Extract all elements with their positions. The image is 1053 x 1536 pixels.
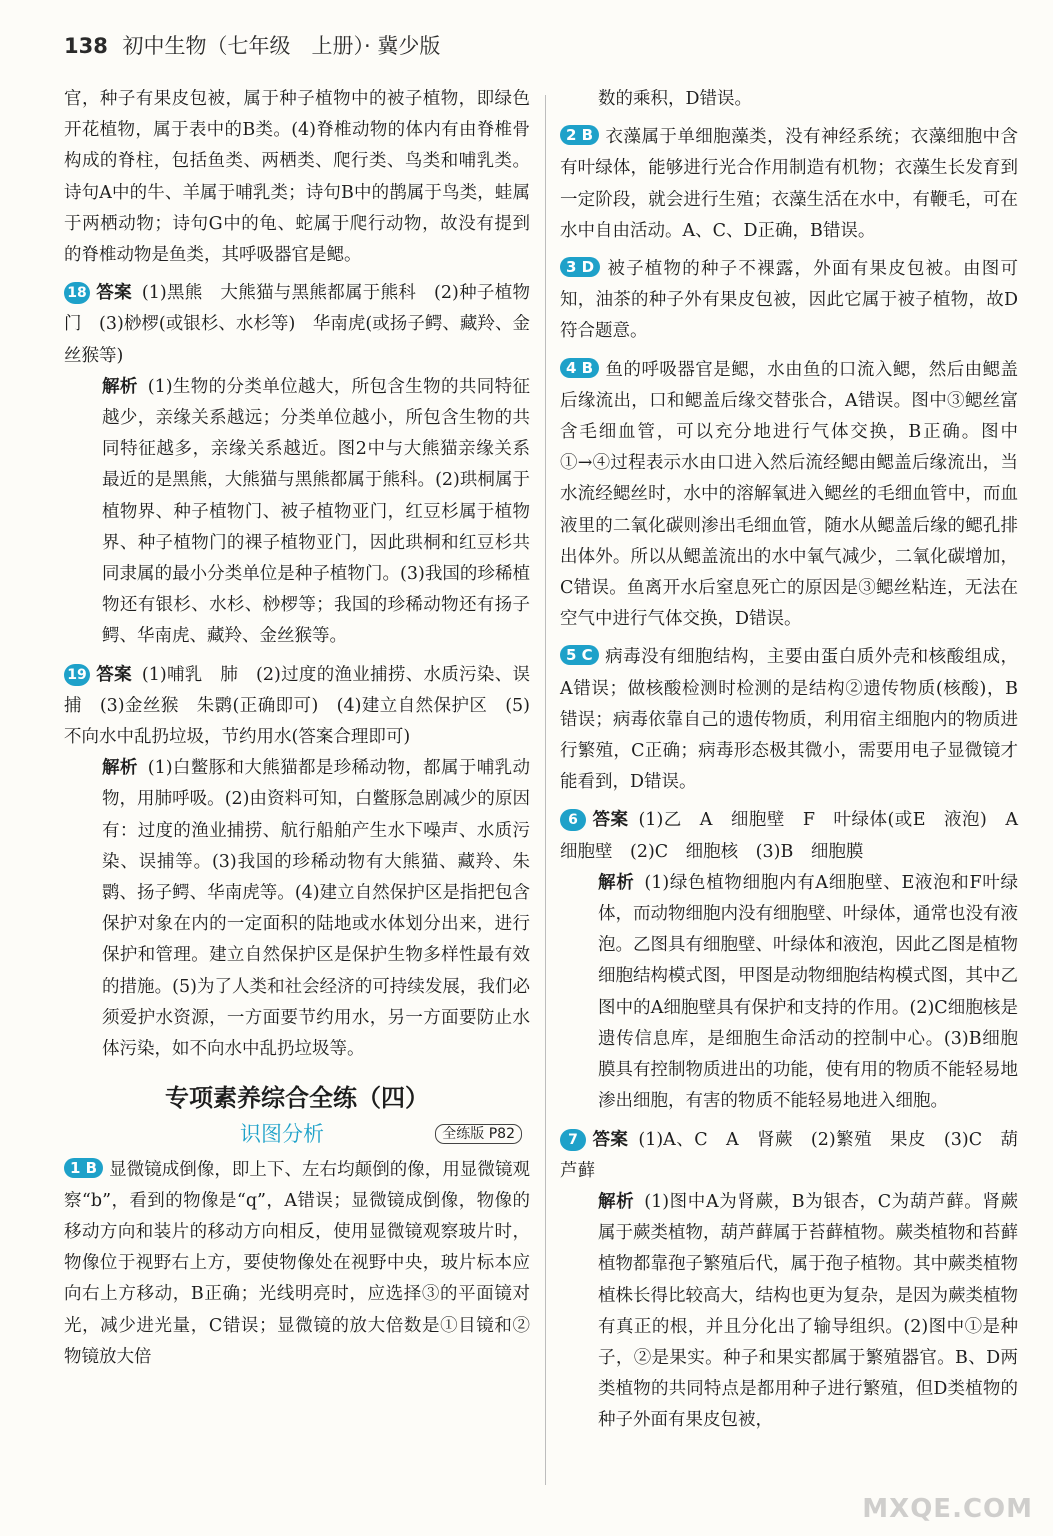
q3-answer-text: 被子植物的种子不裸露，外面有果皮包被。由图可知，油茶的种子外有果皮包被，因此它属于被子植物，故D符合题意。 [560, 259, 1018, 342]
q1-answer-badge: 1 B [64, 1158, 103, 1178]
subsection-title: 识图分析 [240, 1121, 324, 1146]
q2-answer-block [560, 122, 1018, 247]
q19-answer-text: (1)哺乳 肺 (2)过度的渔业捕捞、水质污染、误捕 (3)金丝猴 朱鹮(正确即可) (4)建立自然保护区 (5)不向水中乱扔垃圾，节约用水(答案合理即可) [64, 664, 531, 748]
q18-answer-block [64, 278, 530, 652]
page-number: 138 [64, 34, 108, 58]
q18-analysis-label: 解析 [102, 376, 138, 397]
book-title: 初中生物（七年级 上册）· 冀少版 [122, 34, 441, 58]
subsection-header [64, 1119, 530, 1153]
q17-continuation: 官，种子有果皮包被，属于种子植物中的被子植物，即绿色开花植物，属于表中的B类。(4)脊椎动物的体内有由脊椎骨构成的脊柱，包括鱼类、两栖类、爬行类、鸟类和哺乳类。诗句A中的牛、羊属于哺乳类；诗句B中的鹊属于鸟类，蛙属于两栖动物；诗句G中的龟、蛇属于爬行动物，故没有提到的脊椎动物是鱼类，其呼吸器官是鳃。 [64, 89, 530, 266]
q6-answer-text: (1)乙 A 细胞壁 F 叶绿体(或E 液泡) A 细胞壁 (2)C 细胞核 (3)B 细胞膜 [560, 810, 1036, 862]
q18-analysis-text: (1)生物的分类单位越大，所包含生物的共同特征越少，亲缘关系越远；分类单位越小，所包含生物的共同特征越多，亲缘关系越近。图2中与大熊猫亲缘关系最近的是黑熊，大熊猫与黑熊都属于熊科。(2)珙桐属于植物界、种子植物门、被子植物亚门，红豆杉属于植物界、种子植物门的裸子植物亚门，因此珙桐和红豆杉共同隶属的最小分类单位是种子植物门。(3)我国的珍稀植物还有银杉、水杉、桫椤等；我国的珍稀动物还有扬子鳄、华南虎、藏羚、金丝猴等。 [102, 376, 530, 647]
q6-analysis-label: 解析 [598, 872, 635, 893]
q7-analysis-label: 解析 [598, 1191, 635, 1212]
right-column [560, 84, 1036, 1444]
q4-answer-block [560, 355, 1018, 636]
q1-continuation: 数的乘积，D错误。 [598, 89, 753, 109]
q1-answer-block [64, 1155, 530, 1373]
q19-analysis-text: (1)白鳖豚和大熊猫都是珍稀动物，都属于哺乳动物，用肺呼吸。(2)由资料可知，白鳖豚急剧减少的原因有：过度的渔业捕捞、航行船舶产生水下噪声、水质污染、误捕等。(3)我国的珍稀动物有大熊猫、藏羚、朱鹮、扬子鳄、华南虎等。(4)建立自然保护区是指把包含保护对象在内的一定面积的陆地或水体划分出来，进行保护和管理。建立自然保护区是保护生物多样性最有效的措施。(5)为了人类和社会经济的可持续发展，我们必须爱护水资源，一方面要节约用水，另一方面要防止水体污染，如不向水中乱扔垃圾等。 [102, 758, 530, 1060]
q19-answer-block [64, 660, 530, 1066]
q7-answer-label: 答案 [592, 1129, 629, 1150]
page-header [64, 30, 440, 60]
q18-number-badge: 18 [64, 282, 90, 304]
q19-number-badge: 19 [64, 664, 90, 686]
q19-answer-label: 答案 [96, 664, 132, 685]
q3-answer-badge: 3 D [560, 257, 600, 277]
section-title: 专项素养综合全练（四） [165, 1084, 429, 1113]
q5-answer-badge: 5 C [560, 645, 599, 665]
q6-analysis-text: (1)绿色植物细胞内有A细胞壁、E液泡和F叶绿体，而动物细胞内没有细胞壁、叶绿体，通常也没有液泡。乙图具有细胞壁、叶绿体和液泡，因此乙图是植物细胞结构模式图，甲图是动物细胞结构模式图，其中乙图中的A细胞壁具有保护和支持的作用。(2)C细胞核是遗传信息库，是细胞生命活动的控制中心。(3)B细胞膜具有控制物质进出的功能，使有用的物质不能轻易地渗出细胞，有害的物质不能轻易地进入细胞。 [598, 872, 1019, 1112]
q1-answer-text: 显微镜成倒像，即上下、左右均颠倒的像，用显微镜观察“b”，看到的物像是“q”，A错误；显微镜成倒像，物像的移动方向和装片的移动方向相反，使用显微镜观察玻片时，物像位于视野右上方，要使物像处在视野中央，玻片标本应向右上方移动，B正确；光线明亮时，应选择③的平面镜对光，减少进光量，C错误；显微镜的放大倍数是①目镜和②物镜放大倍 [64, 1159, 530, 1367]
q18-answer-label: 答案 [96, 283, 132, 304]
q4-answer-text: 鱼的呼吸器官是鳃，水由鱼的口流入鳃，然后由鳃盖后缘流出，口和鳃盖后缘交替张合，A错误。图中③鳃丝富含毛细血管，可以充分地进行气体交换，B正确。图中①→④过程表示水由口进入然后流经鳃由鳃盖后缘流出，当水流经鳃丝时，水中的溶解氧进入鳃丝的毛细血管中，而血液里的二氧化碳则渗出毛细血管，随水从鳃盖后缘的鳃孔排出体外。所以从鳃盖流出的水中氧气减少，二氧化碳增加，C错误。鱼离开水后窒息死亡的原因是③鳃丝粘连，无法在空气中进行气体交换，D错误。 [560, 359, 1018, 630]
q5-answer-text: 病毒没有细胞结构，主要由蛋白质外壳和核酸组成，A错误；做核酸检测时检测的是结构②遗传物质(核酸)，B错误；病毒依靠自己的遗传物质，利用宿主细胞内的物质进行繁殖，C正确；病毒形态极其微小，需要用电子显微镜才能看到，D错误。 [560, 647, 1018, 793]
q7-number-badge: 7 [560, 1129, 586, 1151]
q2-answer-badge: 2 B [560, 125, 599, 145]
q6-answer-label: 答案 [592, 810, 629, 831]
q3-answer-block [560, 254, 1018, 348]
left-column [64, 84, 530, 1380]
q5-answer-block [560, 642, 1018, 798]
q6-number-badge: 6 [560, 809, 586, 831]
q7-answer-block [560, 1125, 1018, 1437]
q6-answer-block [560, 805, 1036, 1117]
watermark: MXQE.COM [862, 1494, 1033, 1524]
q4-answer-badge: 4 B [560, 358, 599, 378]
q7-answer-text: (1)A、C A 肾蕨 (2)繁殖 果皮 (3)C 葫芦藓 [560, 1129, 1019, 1181]
q18-answer-text: (1)黑熊 大熊猫与黑熊都属于熊科 (2)种子植物门 (3)桫椤(或银杉、水杉等) 华南虎(或扬子鳄、藏羚、金丝猴等) [64, 283, 531, 366]
q7-analysis-text: (1)图中A为肾蕨，B为银杏，C为葫芦藓。肾蕨属于蕨类植物，葫芦藓属于苔藓植物。蕨类植物和苔藓植物都靠孢子繁殖后代，属于孢子植物。其中蕨类植物植株长得比较高大，结构也更为复杂，是因为蕨类植物有真正的根，并且分化出了输导组织。(2)图中①是种子，②是果实。种子和果实都属于繁殖器官。B、D两类植物的共同特点是都用种子进行繁殖，但D类植物的种子外面有果皮包被， [598, 1191, 1018, 1431]
subsection-reference-tag: 全练版 P82 [435, 1124, 522, 1144]
q19-analysis-label: 解析 [102, 758, 138, 779]
q2-answer-text: 衣藻属于单细胞藻类，没有神经系统；衣藻细胞中含有叶绿体，能够进行光合作用制造有机物；衣藻生长发育到一定阶段，就会进行生殖；衣藻生活在水中，有鞭毛，可在水中自由活动。A、C、D正确，B错误。 [560, 127, 1018, 241]
column-divider [545, 95, 546, 1485]
